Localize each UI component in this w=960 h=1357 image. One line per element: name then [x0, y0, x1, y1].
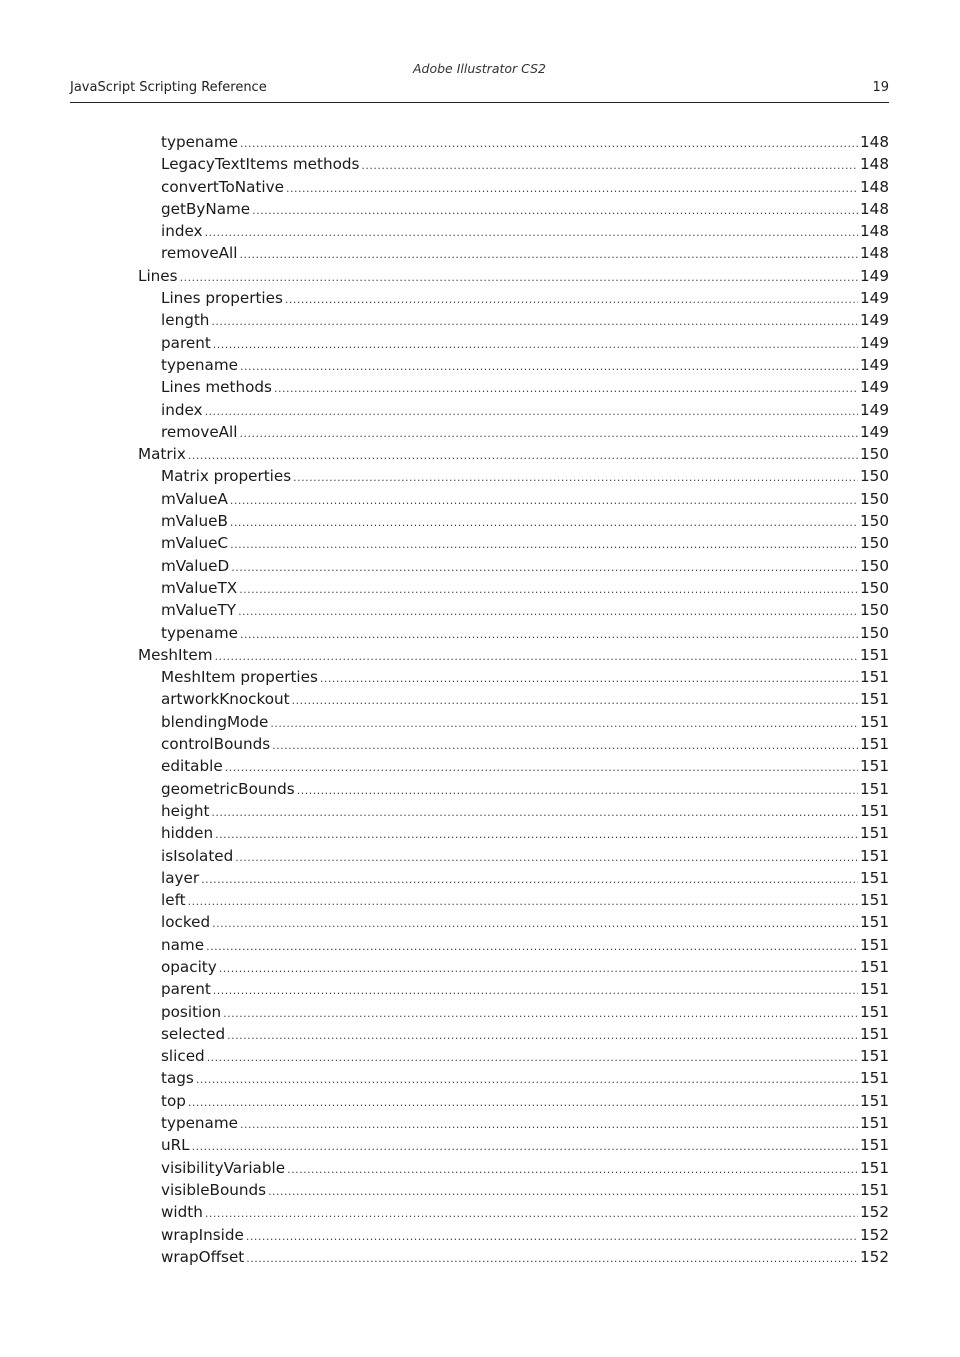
dot-leader: [205, 1203, 858, 1225]
toc-entry[interactable]: [138, 1157, 889, 1179]
toc-entry-page: 151: [860, 690, 889, 709]
toc-entry-page: 150: [860, 489, 889, 508]
toc-entry[interactable]: [138, 421, 889, 443]
dot-leader: [239, 579, 858, 601]
dot-leader: [205, 401, 858, 423]
dot-leader: [230, 512, 858, 534]
dot-leader: [246, 1248, 858, 1270]
toc-entry-page: 148: [860, 155, 889, 174]
dot-leader: [196, 1069, 858, 1091]
dot-leader: [274, 378, 858, 400]
toc-entry-label: controlBounds: [161, 735, 271, 754]
toc-entry[interactable]: [138, 688, 889, 710]
dot-leader: [207, 1047, 858, 1069]
toc-entry-label: height: [161, 801, 210, 820]
toc-entry[interactable]: [138, 465, 889, 487]
toc-entry[interactable]: [138, 131, 889, 153]
toc-entry-page: 151: [860, 1069, 889, 1088]
toc-entry-page: 152: [860, 1203, 889, 1222]
toc-entry-page: 151: [860, 668, 889, 687]
toc-entry-label: uRL: [161, 1136, 190, 1155]
dot-leader: [230, 490, 858, 512]
dot-leader: [188, 445, 858, 467]
toc-entry[interactable]: [138, 778, 889, 800]
dot-leader: [206, 936, 858, 958]
toc-entry-label: getByName: [161, 199, 251, 218]
toc-entry-label: wrapOffset: [161, 1247, 245, 1266]
toc-entry[interactable]: [138, 956, 889, 978]
toc-entry[interactable]: [138, 1090, 889, 1112]
toc-entry[interactable]: [138, 354, 889, 376]
toc-entry[interactable]: [138, 220, 889, 242]
toc-entry[interactable]: [138, 733, 889, 755]
toc-entry-label: typename: [161, 355, 238, 374]
toc-entry[interactable]: [138, 309, 889, 331]
toc-entry-label: artworkKnockout: [161, 690, 290, 709]
dot-leader: [297, 780, 858, 802]
toc-entry-label: typename: [161, 623, 238, 642]
dot-leader: [240, 133, 858, 155]
dot-leader: [212, 913, 858, 935]
toc-entry-label: position: [161, 1002, 222, 1021]
toc-entry-label: mValueTY: [161, 601, 237, 620]
toc-entry-label: isIsolated: [161, 846, 234, 865]
dot-leader: [252, 200, 858, 222]
toc-entry[interactable]: [138, 242, 889, 264]
toc-entry[interactable]: [138, 867, 889, 889]
dot-leader: [287, 1159, 858, 1181]
toc-entry-label: wrapInside: [161, 1225, 244, 1244]
toc-entry-label: editable: [161, 757, 223, 776]
toc-entry[interactable]: [138, 399, 889, 421]
toc-entry-page: 151: [860, 1114, 889, 1133]
toc-entry-page: 148: [860, 199, 889, 218]
dot-leader: [211, 311, 858, 333]
toc-entry-label: mValueA: [161, 489, 228, 508]
dot-leader: [293, 467, 858, 489]
toc-entry-page: 151: [860, 891, 889, 910]
dot-leader: [292, 690, 858, 712]
toc-entry-page: 149: [860, 400, 889, 419]
toc-entry-page: 148: [860, 244, 889, 263]
toc-entry-page: 149: [860, 333, 889, 352]
toc-entry-label: blendingMode: [161, 712, 269, 731]
toc-entry-label: parent: [161, 980, 211, 999]
dot-leader: [225, 757, 858, 779]
toc-entry-page: 149: [860, 266, 889, 285]
toc-entry-label: length: [161, 311, 210, 330]
toc-entry-label: removeAll: [161, 244, 238, 263]
toc-entry-page: 151: [860, 1047, 889, 1066]
toc-entry-label: convertToNative: [161, 177, 284, 196]
toc-entry-label: Matrix: [138, 445, 186, 464]
dot-leader: [213, 980, 858, 1002]
toc-entry-page: 151: [860, 957, 889, 976]
dot-leader: [188, 891, 858, 913]
dot-leader: [286, 178, 858, 200]
toc-entry-page: 151: [860, 779, 889, 798]
document-title: JavaScript Scripting Reference: [70, 80, 267, 95]
page-number: 19: [872, 80, 889, 95]
toc-entry[interactable]: [138, 376, 889, 398]
toc-entry-label: left: [161, 891, 186, 910]
product-name: Adobe Illustrator CS2: [412, 61, 546, 76]
dot-leader: [205, 222, 858, 244]
toc-entry[interactable]: [138, 1201, 889, 1223]
toc-entry-page: 149: [860, 289, 889, 308]
toc-entry-page: 151: [860, 1024, 889, 1043]
toc-entry[interactable]: [138, 1224, 889, 1246]
dot-leader: [270, 713, 858, 735]
toc-entry[interactable]: [138, 622, 889, 644]
toc-entry-page: 151: [860, 757, 889, 776]
toc-entry-page: 151: [860, 801, 889, 820]
dot-leader: [192, 1136, 858, 1158]
toc-section-entry[interactable]: [138, 443, 889, 465]
toc-entry-label: index: [161, 400, 203, 419]
toc-entry-page: 149: [860, 355, 889, 374]
toc-entry[interactable]: [138, 800, 889, 822]
toc-entry-label: MeshItem properties: [161, 668, 318, 687]
toc-entry[interactable]: [138, 822, 889, 844]
dot-leader: [240, 1114, 858, 1136]
dot-leader: [215, 646, 858, 668]
toc-entry[interactable]: [138, 755, 889, 777]
toc-entry[interactable]: [138, 555, 889, 577]
toc-entry-page: 151: [860, 1158, 889, 1177]
toc-entry-label: opacity: [161, 957, 217, 976]
toc-section-entry[interactable]: [138, 265, 889, 287]
toc-entry-page: 148: [860, 222, 889, 241]
toc-entry-page: 150: [860, 512, 889, 531]
toc-entry-page: 151: [860, 980, 889, 999]
toc-entry-page: 150: [860, 467, 889, 486]
dot-leader: [361, 155, 858, 177]
toc-entry-page: 151: [860, 846, 889, 865]
toc-entry-label: visibilityVariable: [161, 1158, 286, 1177]
toc-entry[interactable]: [138, 1001, 889, 1023]
toc-entry[interactable]: [138, 532, 889, 554]
toc-entry-page: 151: [860, 1180, 889, 1199]
toc-entry-page: 151: [860, 645, 889, 664]
toc-entry-page: 150: [860, 445, 889, 464]
toc-entry[interactable]: [138, 1112, 889, 1134]
toc-entry-label: Lines methods: [161, 378, 272, 397]
toc-entry[interactable]: [138, 911, 889, 933]
toc-entry-label: mValueD: [161, 556, 230, 575]
toc-entry-page: 151: [860, 1091, 889, 1110]
toc-entry-page: 151: [860, 1136, 889, 1155]
dot-leader: [188, 1092, 858, 1114]
toc-entry-label: width: [161, 1203, 203, 1222]
toc-entry-label: selected: [161, 1024, 226, 1043]
toc-entry-label: geometricBounds: [161, 779, 295, 798]
toc-entry[interactable]: [138, 889, 889, 911]
toc-entry[interactable]: [138, 1179, 889, 1201]
toc-entry-page: 148: [860, 133, 889, 151]
toc-entry-page: 151: [860, 735, 889, 754]
dot-leader: [231, 557, 858, 579]
toc-entry-label: Lines: [138, 266, 178, 285]
toc-entry-page: 150: [860, 578, 889, 597]
toc-entry[interactable]: [138, 1023, 889, 1045]
toc-entry-page: 151: [860, 824, 889, 843]
dot-leader: [223, 1003, 858, 1025]
dot-leader: [238, 601, 858, 623]
table-of-contents: [138, 131, 889, 1268]
dot-leader: [213, 334, 858, 356]
toc-entry-label: visibleBounds: [161, 1180, 267, 1199]
toc-entry-page: 152: [860, 1225, 889, 1244]
toc-entry[interactable]: [138, 845, 889, 867]
toc-entry-page: 151: [860, 913, 889, 932]
toc-section-entry[interactable]: [138, 644, 889, 666]
toc-entry-page: 149: [860, 311, 889, 330]
toc-entry[interactable]: [138, 510, 889, 532]
toc-entry-page: 152: [860, 1247, 889, 1266]
toc-entry[interactable]: [138, 978, 889, 1000]
toc-entry-page: 150: [860, 601, 889, 620]
toc-entry-label: locked: [161, 913, 211, 932]
toc-entry-label: LegacyTextItems methods: [161, 155, 360, 174]
toc-entry-label: MeshItem: [138, 645, 213, 664]
dot-leader: [240, 244, 858, 266]
dot-leader: [320, 668, 858, 690]
toc-entry[interactable]: [138, 198, 889, 220]
dot-leader: [240, 356, 858, 378]
toc-entry-label: index: [161, 222, 203, 241]
toc-entry-label: removeAll: [161, 422, 238, 441]
toc-entry[interactable]: [138, 332, 889, 354]
toc-entry[interactable]: [138, 287, 889, 309]
toc-entry-page: 150: [860, 623, 889, 642]
toc-entry[interactable]: [138, 176, 889, 198]
toc-entry-page: 151: [860, 1002, 889, 1021]
dot-leader: [240, 624, 858, 646]
toc-entry-page: 151: [860, 868, 889, 887]
toc-entry-page: 151: [860, 935, 889, 954]
dot-leader: [240, 423, 858, 445]
toc-entry-label: mValueC: [161, 534, 229, 553]
toc-entry-page: 151: [860, 712, 889, 731]
toc-entry[interactable]: [138, 488, 889, 510]
toc-entry-label: Lines properties: [161, 289, 283, 308]
dot-leader: [219, 958, 858, 980]
toc-entry-label: layer: [161, 868, 200, 887]
toc-entry[interactable]: [138, 1246, 889, 1268]
toc-entry-label: sliced: [161, 1047, 205, 1066]
toc-entry-label: Matrix properties: [161, 467, 292, 486]
toc-entry[interactable]: [138, 1045, 889, 1067]
toc-entry-page: 150: [860, 534, 889, 553]
toc-entry-label: name: [161, 935, 205, 954]
toc-entry-label: tags: [161, 1069, 194, 1088]
toc-entry-label: parent: [161, 333, 211, 352]
toc-entry[interactable]: [138, 934, 889, 956]
dot-leader: [246, 1226, 858, 1248]
toc-entry-page: 149: [860, 422, 889, 441]
toc-entry[interactable]: [138, 599, 889, 621]
toc-entry-page: 149: [860, 378, 889, 397]
toc-entry[interactable]: [138, 711, 889, 733]
toc-entry-label: mValueB: [161, 512, 228, 531]
toc-entry[interactable]: [138, 153, 889, 175]
dot-leader: [230, 534, 858, 556]
toc-entry-label: top: [161, 1091, 186, 1110]
dot-leader: [211, 802, 858, 824]
toc-entry[interactable]: [138, 1134, 889, 1156]
toc-entry[interactable]: [138, 1067, 889, 1089]
toc-entry-label: typename: [161, 1114, 238, 1133]
dot-leader: [201, 869, 858, 891]
page-header: [70, 60, 889, 103]
dot-leader: [268, 1181, 858, 1203]
toc-entry-page: 148: [860, 177, 889, 196]
dot-leader: [235, 847, 858, 869]
dot-leader: [285, 289, 858, 311]
dot-leader: [272, 735, 858, 757]
dot-leader: [227, 1025, 858, 1047]
dot-leader: [180, 267, 858, 289]
toc-entry-label: mValueTX: [161, 578, 238, 597]
toc-entry-page: 150: [860, 556, 889, 575]
dot-leader: [215, 824, 858, 846]
toc-entry[interactable]: [138, 666, 889, 688]
toc-entry-label: hidden: [161, 824, 214, 843]
toc-entry[interactable]: [138, 577, 889, 599]
toc-entry-label: typename: [161, 133, 238, 151]
